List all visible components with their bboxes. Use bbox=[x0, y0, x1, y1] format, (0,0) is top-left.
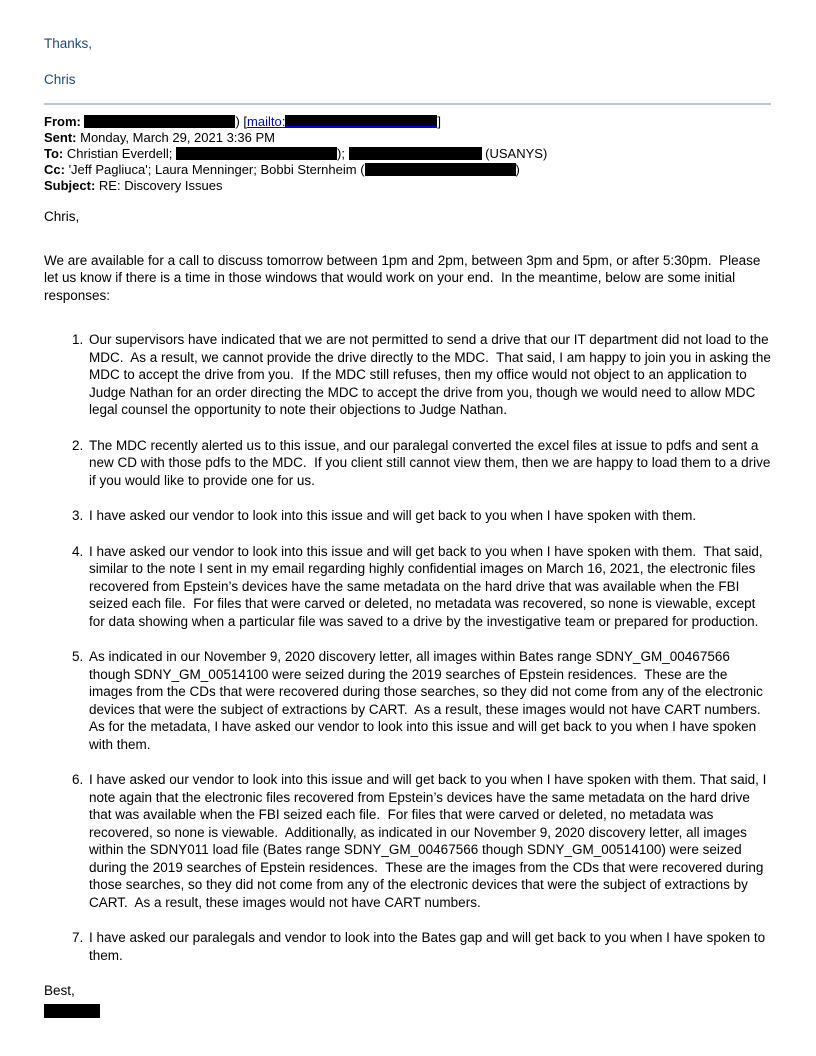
mailto-label: mailto: bbox=[247, 114, 286, 129]
from-mid-text: ) [ bbox=[235, 114, 248, 129]
salutation: Chris, bbox=[44, 209, 80, 224]
cc-recipients: 'Jeff Pagliuca'; Laura Menninger; Bobbi Sternheim ( bbox=[68, 162, 365, 177]
email-header-block bbox=[44, 114, 771, 194]
redaction-bar-from-name bbox=[84, 115, 235, 128]
redaction-bar-cc bbox=[365, 163, 516, 176]
from-line bbox=[44, 114, 771, 130]
from-label: From: bbox=[44, 114, 81, 129]
response-item-2: 2. The MDC recently alerted us to this issue, and our paralegal converted the excel files at issue to pdfs and sent a new CD with those pdfs to the MDC. If you client still cannot view them, then we are happy to load them to a drive if you would like to provide one for us. bbox=[87, 437, 771, 490]
mailto-link[interactable] bbox=[247, 114, 437, 129]
responses-list bbox=[44, 331, 775, 964]
response-item-3: 3. I have asked our vendor to look into this issue and will get back to you when I have spoken with them. bbox=[87, 507, 771, 525]
to-label: To: bbox=[44, 146, 64, 161]
from-end-bracket: ] bbox=[437, 114, 441, 129]
sent-value: Monday, March 29, 2021 3:36 PM bbox=[80, 130, 275, 145]
cc-line bbox=[44, 162, 771, 178]
to-line bbox=[44, 146, 771, 162]
header-divider bbox=[44, 103, 771, 105]
redaction-bar-to-2 bbox=[349, 147, 482, 160]
cc-close-paren: ) bbox=[515, 162, 520, 177]
cc-label: Cc: bbox=[44, 162, 65, 177]
email-body bbox=[44, 208, 775, 1018]
to-recipient-1: Christian Everdell; bbox=[66, 146, 176, 161]
to-suffix-usanys: (USANYS) bbox=[481, 146, 548, 161]
subject-line bbox=[44, 178, 771, 194]
subject-value: RE: Discovery Issues bbox=[98, 178, 223, 193]
redaction-bar-signature bbox=[44, 1004, 100, 1018]
sent-label: Sent: bbox=[44, 130, 77, 145]
redaction-bar-from-address bbox=[285, 115, 437, 128]
response-item-5: 5. As indicated in our November 9, 2020 discovery letter, all images within Bates range SDNY_GM_00467566 though SDNY_GM_00514100 were seized during the 2019 searches of Epstein residences. These are the images from the CDs that were recovered during those searches, so they did not come from any of the electronic devices that were the subject of extractions by CART. As a result, these images would not have CART numbers. As for the metadata, I have asked our vendor to look into this issue and will get back to you when I have spoken with them. bbox=[87, 648, 771, 753]
redaction-bar-to-1 bbox=[176, 147, 337, 160]
response-item-1: 1. Our supervisors have indicated that we are not permitted to send a drive that our IT department did not load to the MDC. As a result, we cannot provide the drive directly to the MDC. That said, I am happy to join you in asking the MDC to accept the drive from you. If the MDC still refuses, then my office would not object to an application to Judge Nathan for an order directing the MDC to accept the drive from you, though we would need to allow MDC legal counsel the opportunity to note their objections to Judge Nathan. bbox=[87, 331, 771, 419]
greeting-thanks: Thanks, bbox=[44, 36, 93, 51]
greeting-sender-name: Chris bbox=[44, 72, 76, 87]
sent-line bbox=[44, 130, 771, 146]
response-item-4: 4. I have asked our vendor to look into this issue and will get back to you when I have spoken with them. That said, similar to the note I sent in my email regarding highly confidential images on March 16, 2021, the electronic files recovered from Epstein’s devices have the same metadata on the hard drive that was available when the FBI seized each file. For files that were carved or deleted, no metadata was recovered, so none is viewable, except for data showing when a particular file was saved to a drive by the investigative team or prepared for production. bbox=[87, 543, 771, 631]
to-separator: ); bbox=[336, 146, 349, 161]
response-item-7: 7. I have asked our paralegals and vendor to look into the Bates gap and will get back to you when I have spoken to them. bbox=[87, 929, 771, 964]
subject-label: Subject: bbox=[44, 178, 96, 193]
intro-paragraph: We are available for a call to discuss tomorrow between 1pm and 2pm, between 3pm and 5pm, or after 5:30pm. Please let us know if there is a time in those windows that would work on your end. In the meantime, below are some initial responses: bbox=[44, 252, 765, 303]
closing: Best, bbox=[44, 983, 75, 998]
response-item-6: 6. I have asked our vendor to look into this issue and will get back to you when I have spoken with them. That said, I note again that the electronic files recovered from Epstein’s devices have the same metadata on the hard drive that was available when the FBI seized each file. For files that were carved or deleted, no metadata was recovered, so none is viewable. Additionally, as indicated in our November 9, 2020 discovery letter, all images within the SDNY011 load file (Bates range SDNY_GM_00467566 though SDNY_GM_00514100) were seized during the 2019 searches of Epstein residences. These are the images from the CDs that were recovered during those searches, so they did not come from any of the electronic devices that were the subject of extractions by CART. As a result, these images would not have CART numbers. bbox=[87, 771, 771, 911]
